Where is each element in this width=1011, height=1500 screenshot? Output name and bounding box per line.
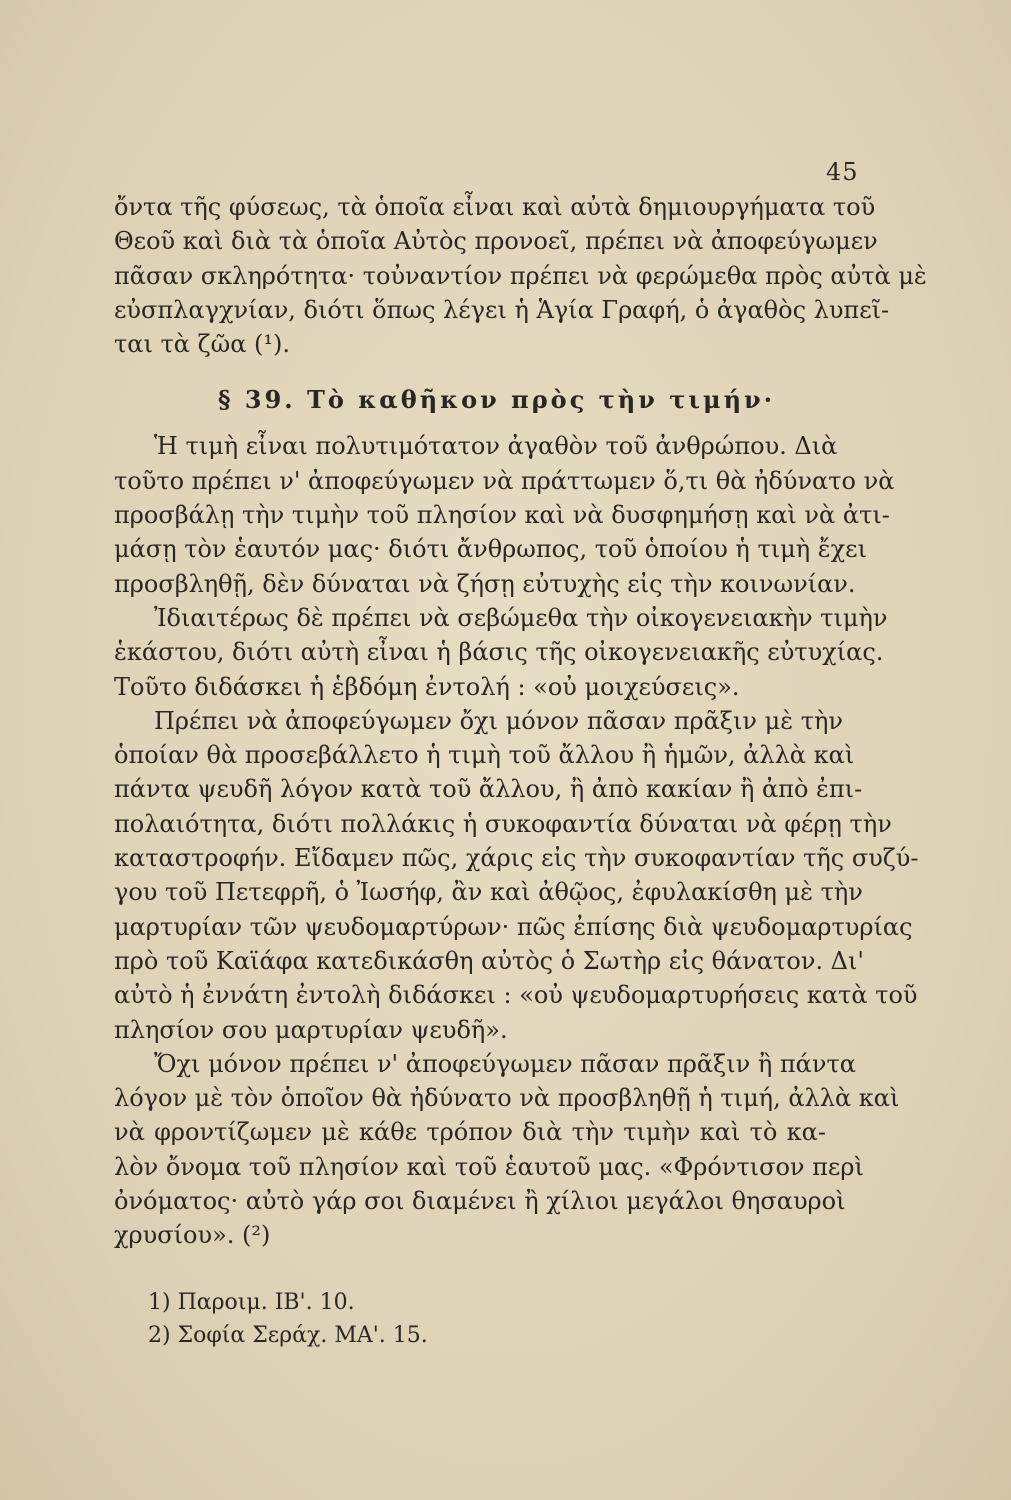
- text-line: πᾶσαν σκληρότητα· τοὐναντίον πρέπει νὰ φερώμεθα πρὸς αὐτὰ μὲ: [114, 261, 927, 290]
- text-line: προσβληθῇ, δὲν δύναται νὰ ζήσῃ εὐτυχὴς εἰς τὴν κοινωνίαν.: [114, 569, 856, 598]
- text-line: ὁποίαν θὰ προσεβάλλετο ἡ τιμὴ τοῦ ἄλλου ἢ ἡμῶν, ἀλλὰ καὶ: [114, 741, 855, 770]
- text-line: χρυσίου». (²): [114, 1221, 271, 1250]
- text-line: λόγον μὲ τὸν ὁποῖον θὰ ἠδύνατο νὰ προσβληθῇ ἡ τιμή, ἀλλὰ καὶ: [114, 1084, 900, 1113]
- text-line: προσβάλῃ τὴν τιμὴν τοῦ πλησίον καὶ νὰ δυσφημήσῃ καὶ νὰ ἀτι-: [114, 501, 890, 530]
- text-line: εὐσπλαγχνίαν, διότι ὅπως λέγει ἡ Ἁγία Γραφή, ὁ ἀγαθὸς λυπεῖ-: [114, 295, 890, 324]
- text-line: πλησίον σου μαρτυρίαν ψευδῆ».: [114, 1015, 508, 1044]
- paragraph: [114, 601, 888, 704]
- text-line: πρὸ τοῦ Καϊάφα κατεδικάσθη αὐτὸς ὁ Σωτὴρ εἰς θάνατον. Δι': [114, 946, 865, 975]
- text-line: αὐτὸ ἡ ἐννάτη ἐντολὴ διδάσκει : «οὐ ψευδομαρτυρήσεις κατὰ τοῦ: [114, 981, 918, 1010]
- paragraph: [114, 1047, 900, 1253]
- text-line: Πρέπει νὰ ἀποφεύγωμεν ὄχι μόνον πᾶσαν πρᾶξιν μὲ τὴν: [154, 706, 843, 735]
- text-line: λὸν ὄνομα τοῦ πλησίον καὶ τοῦ ἑαυτοῦ μας. «Φρόντισον περὶ: [114, 1152, 864, 1181]
- paragraph: [114, 704, 919, 1047]
- text-line: Θεοῦ καὶ διὰ τὰ ὁποῖα Αὐτὸς προνοεῖ, πρέπει νὰ ἀποφεύγωμεν: [114, 227, 878, 256]
- text-line: πάντα ψευδῆ λόγον κατὰ τοῦ ἄλλου, ἢ ἀπὸ κακίαν ἢ ἀπὸ ἐπι-: [114, 775, 863, 804]
- text-line: τοῦτο πρέπει ν' ἀποφεύγωμεν νὰ πράττωμεν ὅ,τι θὰ ἠδύνατο νὰ: [114, 466, 895, 495]
- footnote: 1) Παροιμ. ΙΒ'. 10.: [148, 1290, 355, 1315]
- text-line: νὰ φροντίζωμεν μὲ κάθε τρόπον διὰ τὴν τιμὴν καὶ τὸ κα-: [114, 1118, 826, 1147]
- text-line: Τοῦτο διδάσκει ἡ ἑβδόμη ἐντολή : «οὐ μοιχεύσεις».: [114, 672, 740, 701]
- text-line: ὀνόματος· αὐτὸ γάρ σοι διαμένει ἢ χίλιοι μεγάλοι θησαυροὶ: [114, 1187, 846, 1216]
- paragraph: [114, 429, 895, 600]
- text-line: Ἡ τιμὴ εἶναι πολυτιμότατον ἀγαθὸν τοῦ ἀνθρώπου. Διὰ: [154, 432, 838, 461]
- text-line: Ὄχι μόνον πρέπει ν' ἀποφεύγωμεν πᾶσαν πρᾶξιν ἢ πάντα: [154, 1049, 856, 1078]
- page-number: 45: [826, 158, 859, 186]
- page-body: [114, 190, 927, 1253]
- footnotes: [148, 1286, 548, 1352]
- text-line: Ἰδιαιτέρως δὲ πρέπει νὰ σεβώμεθα τὴν οἰκογενειακὴν τιμὴν: [154, 603, 888, 632]
- spacer: [114, 361, 826, 383]
- text-line: μάσῃ τὸν ἑαυτόν μας· διότι ἄνθρωπος, τοῦ ὁποίου ἡ τιμὴ ἔχει: [114, 535, 867, 564]
- text-line: ται τὰ ζῶα (¹).: [114, 330, 291, 359]
- text-line: ὄντα τῆς φύσεως, τὰ ὁποῖα εἶναι καὶ αὐτὰ δημιουργήματα τοῦ: [114, 193, 876, 221]
- text-line: γου τοῦ Πετεφρῆ, ὁ Ἰωσήφ, ἂν καὶ ἀθῷος, ἐφυλακίσθη μὲ τὴν: [114, 878, 863, 907]
- paragraph-continuation: [114, 190, 927, 361]
- text-line: ἑκάστου, διότι αὐτὴ εἶναι ἡ βάσις τῆς οἰκογενειακῆς εὐτυχίας.: [114, 638, 884, 667]
- text-line: πολαιότητα, διότι πολλάκις ἡ συκοφαντία δύναται νὰ φέρῃ τὴν: [114, 809, 892, 838]
- footnote: 2) Σοφία Σεράχ. ΜΑ'. 15.: [148, 1323, 428, 1348]
- text-line: καταστροφήν. Εἴδαμεν πῶς, χάρις εἰς τὴν συκοφαντίαν τῆς συζύ-: [114, 844, 919, 873]
- section-heading: § 39. Τὸ καθῆκον πρὸς τὴν τιμήν·: [218, 385, 776, 415]
- text-line: μαρτυρίαν τῶν ψευδομαρτύρων· πῶς ἐπίσης διὰ ψευδομαρτυρίας: [114, 912, 913, 941]
